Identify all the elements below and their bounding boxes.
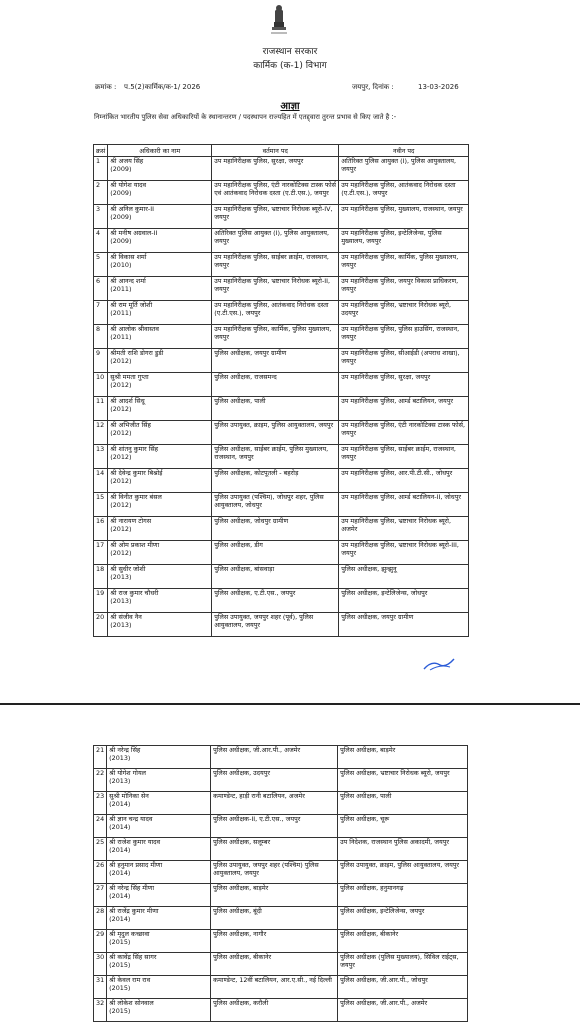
serial-cell: 29	[94, 930, 107, 953]
current-post-cell: पुलिस अधीक्षक, राजसमन्द	[212, 373, 339, 397]
current-post-cell: पुलिस अधीक्षक, बांसवाड़ा	[212, 565, 339, 589]
current-post-cell: पुलिस अधीक्षक, नागौर	[211, 930, 338, 953]
current-post-cell: पुलिस अधीक्षक, ए.टी.एस., जयपुर	[212, 589, 339, 613]
serial-cell: 10	[94, 373, 108, 397]
signature-mark	[420, 656, 460, 672]
table-row	[94, 229, 469, 253]
table-row	[94, 493, 469, 517]
transfer-table-page-1	[93, 144, 469, 637]
new-post-cell: पुलिस अधीक्षक, इन्टेलिजेन्स, जयपुर	[338, 907, 468, 930]
new-post-cell: उप महानिरीक्षक पुलिस, भ्रष्टाचार निरोधक ब्यूरो, उदयपुर	[339, 301, 469, 325]
new-post-cell: उप महानिरीक्षक पुलिस, साईबर क्राईम, राजस्थान, जयपुर	[339, 445, 469, 469]
officer-name-cell: श्री ओम प्रकाश मीणा (2012)	[108, 541, 212, 565]
table-row	[94, 815, 468, 838]
col-header-serial: क्रसं	[94, 145, 108, 157]
table-row	[94, 325, 469, 349]
order-date: 13-03-2026	[418, 83, 459, 91]
serial-cell: 30	[94, 953, 107, 976]
officer-name-cell: श्री योगेश गोयल (2013)	[107, 769, 211, 792]
table-row	[94, 930, 468, 953]
col-header-name: अधिकारी का नाम	[108, 145, 212, 157]
table-row	[94, 349, 469, 373]
officer-name-cell: श्री हनुमान प्रसाद मीणा (2014)	[107, 861, 211, 884]
serial-cell: 7	[94, 301, 108, 325]
serial-cell: 11	[94, 397, 108, 421]
table-row	[94, 589, 469, 613]
current-post-cell: पुलिस अधीक्षक, जी.आर.पी., अजमेर	[211, 746, 338, 769]
col-header-new-post: नवीन पद	[339, 145, 469, 157]
serial-cell: 25	[94, 838, 107, 861]
transfer-table-page-2	[93, 745, 468, 1022]
current-post-cell: पुलिस उपायुक्त, क्राइम, पुलिस आयुक्तालय, जयपुर	[212, 421, 339, 445]
new-post-cell: उप महानिरीक्षक पुलिस, आतंकवाद निरोधक दस्ता (ए.टी.एस.), जयपुर	[339, 181, 469, 205]
new-post-cell: उप निदेशक, राजस्थान पुलिस अकादमी, जयपुर	[338, 838, 468, 861]
officer-name-cell: सुश्री मोनिका सेन (2014)	[107, 792, 211, 815]
new-post-cell: पुलिस अधीक्षक, चूरू	[338, 815, 468, 838]
new-post-cell: उप महानिरीक्षक पुलिस, पुलिस हाउसिंग, राजस्थान, जयपुर	[339, 325, 469, 349]
new-post-cell: पुलिस अधीक्षक, पाली	[338, 792, 468, 815]
table-row	[94, 205, 469, 229]
serial-cell: 28	[94, 907, 107, 930]
current-post-cell: अतिरिक्त पुलिस आयुक्त (I), पुलिस आयुक्तालय, जयपुर	[212, 229, 339, 253]
order-title: आज्ञा	[280, 101, 300, 112]
officer-name-cell: श्री संजीव नैन (2013)	[108, 613, 212, 637]
new-post-cell: पुलिस उपायुक्त, क्राइम, पुलिस आयुक्तालय, जयपुर	[338, 861, 468, 884]
serial-cell: 21	[94, 746, 107, 769]
new-post-cell: अतिरिक्त पुलिस आयुक्त (I), पुलिस आयुक्तालय, जयपुर	[339, 157, 469, 181]
officer-name-cell: श्री शांतनु कुमार सिंह (2012)	[108, 445, 212, 469]
serial-cell: 31	[94, 976, 107, 999]
serial-cell: 12	[94, 421, 108, 445]
current-post-cell: उप महानिरीक्षक पुलिस, साईबर क्राईम, राजस्थान, जयपुर	[212, 253, 339, 277]
new-post-cell: पुलिस अधीक्षक, झुन्झुनू	[339, 565, 469, 589]
serial-cell: 19	[94, 589, 108, 613]
serial-cell: 3	[94, 205, 108, 229]
current-post-cell: पुलिस अधीक्षक-II, ए.टी.एस., जयपुर	[211, 815, 338, 838]
table-row	[94, 613, 469, 637]
government-name: राजस्थान सरकार	[262, 47, 318, 57]
officer-name-cell: श्री राजेंद्र कुमार मीणा (2014)	[107, 907, 211, 930]
officer-name-cell: श्री नारायण टोगस (2012)	[108, 517, 212, 541]
table-row	[94, 301, 469, 325]
current-post-cell: कमाण्डेन्ट, हाड़ी रानी बटालियन, अजमेर	[211, 792, 338, 815]
table-row	[94, 253, 469, 277]
new-post-cell: उप महानिरीक्षक पुलिस, भ्रष्टाचार निरोधक ब्यूरो-III, जयपुर	[339, 541, 469, 565]
officer-name-cell: श्री सुधीर जोशी (2013)	[108, 565, 212, 589]
table-row	[94, 397, 469, 421]
current-post-cell: पुलिस अधीक्षक, सलूम्बर	[211, 838, 338, 861]
serial-cell: 2	[94, 181, 108, 205]
current-post-cell: पुलिस उपायुक्त, जयपुर शहर (पूर्व), पुलिस आयुक्तालय, जयपुर	[212, 613, 339, 637]
serial-cell: 5	[94, 253, 108, 277]
new-post-cell: पुलिस अधीक्षक, जयपुर ग्रामीण	[339, 613, 469, 637]
table-row	[94, 746, 468, 769]
serial-cell: 24	[94, 815, 107, 838]
officer-name-cell: श्री मृदुल कच्छावा (2015)	[107, 930, 211, 953]
serial-cell: 1	[94, 157, 108, 181]
serial-cell: 17	[94, 541, 108, 565]
current-post-cell: पुलिस अधीक्षक, जयपुर ग्रामीण	[212, 349, 339, 373]
current-post-cell: पुलिस अधीक्षक, बूंदी	[211, 907, 338, 930]
state-emblem-icon	[266, 2, 292, 36]
officer-name-cell: श्री केवल राम राव (2015)	[107, 976, 211, 999]
serial-cell: 9	[94, 349, 108, 373]
new-post-cell: उप महानिरीक्षक पुलिस, आर्म्ड बटालियन, जयपुर	[339, 397, 469, 421]
table-row	[94, 157, 469, 181]
current-post-cell: पुलिस उपायुक्त, जयपुर शहर (पश्चिम) पुलिस आयुक्तालय, जयपुर	[211, 861, 338, 884]
new-post-cell: पुलिस अधीक्षक, बाड़मेर	[338, 746, 468, 769]
current-post-cell: उप महानिरीक्षक पुलिस, कार्मिक, पुलिस मुख्यालय, जयपुर	[212, 325, 339, 349]
officer-name-cell: श्री ज्ञान चन्द्र यादव (2014)	[107, 815, 211, 838]
serial-cell: 16	[94, 517, 108, 541]
new-post-cell: पुलिस अधीक्षक, भ्रष्टाचार निरोधक ब्यूरो, जयपुर	[338, 769, 468, 792]
officer-name-cell: श्री आदर्श सिधू (2012)	[108, 397, 212, 421]
officer-name-cell: श्री नरेन्द्र सिंह मीणा (2014)	[107, 884, 211, 907]
col-header-current-post: वर्तमान पद	[212, 145, 339, 157]
new-post-cell: उप महानिरीक्षक पुलिस, जयपुर विकास प्राधिकरण, जयपुर	[339, 277, 469, 301]
serial-cell: 13	[94, 445, 108, 469]
current-post-cell: उप महानिरीक्षक पुलिस, भ्रष्टाचार निरोधक ब्यूरो-IV, जयपुर	[212, 205, 339, 229]
new-post-cell: उप महानिरीक्षक पुलिस, भ्रष्टाचार निरोधक ब्यूरो, अजमेर	[339, 517, 469, 541]
new-post-cell: उप महानिरीक्षक पुलिस, आर्म्ड बटालियन-II, जोधपुर	[339, 493, 469, 517]
new-post-cell: पुलिस अधीक्षक, जी.आर.पी., अजमेर	[338, 999, 468, 1022]
current-post-cell: उप महानिरीक्षक पुलिस, आतंकवाद निरोधक दस्ता (ए.टी.एस.), जयपुर	[212, 301, 339, 325]
table-row	[94, 953, 468, 976]
serial-cell: 14	[94, 469, 108, 493]
officer-name-cell: श्री विनीत कुमार बंसल (2012)	[108, 493, 212, 517]
table-row	[94, 181, 469, 205]
table-row	[94, 792, 468, 815]
new-post-cell: पुलिस अधीक्षक, इन्टेलिजेन्स, जोधपुर	[339, 589, 469, 613]
new-post-cell: उप महानिरीक्षक पुलिस, एंटी नारकोटिक्स टास्क फोर्स, जयपुर	[339, 421, 469, 445]
serial-cell: 20	[94, 613, 108, 637]
officer-name-cell: सुश्री ममता गुप्ता (2012)	[108, 373, 212, 397]
current-post-cell: पुलिस अधीक्षक, उदयपुर	[211, 769, 338, 792]
current-post-cell: कमाण्डेन्ट, 12वीं बटालियन, आर.ए.सी., नई दिल्ली	[211, 976, 338, 999]
officer-name-cell: श्री मनीष अग्रवाल-II (2009)	[108, 229, 212, 253]
officer-name-cell: श्री योगेश यादव (2009)	[108, 181, 212, 205]
serial-cell: 6	[94, 277, 108, 301]
officer-name-cell: श्री आलोक श्रीवास्तव (2011)	[108, 325, 212, 349]
officer-name-cell: श्री आनन्द शर्मा (2011)	[108, 277, 212, 301]
officer-name-cell: श्री राजेश कुमार यादव (2014)	[107, 838, 211, 861]
order-number-label: क्रमांक :	[95, 83, 117, 91]
serial-cell: 32	[94, 999, 107, 1022]
officer-name-cell: श्री नरेन्द्र सिंह (2013)	[107, 746, 211, 769]
officer-name-cell: श्री लोकेश सोनवाल (2015)	[107, 999, 211, 1022]
new-post-cell: पुलिस अधीक्षक, हनुमानगढ़	[338, 884, 468, 907]
current-post-cell: उप महानिरीक्षक पुलिस, सुरक्षा, जयपुर	[212, 157, 339, 181]
new-post-cell: उप महानिरीक्षक पुलिस, मुख्यालय, राजस्थान, जयपुर	[339, 205, 469, 229]
table-row	[94, 517, 469, 541]
officer-name-cell: श्री विकास शर्मा (2010)	[108, 253, 212, 277]
current-post-cell: उप महानिरीक्षक पुलिस, एंटी नारकोटिक्स टास्क फोर्स एवं आतंकवाद निरोधक दस्ता (ए.टी.एस.), जयपुर	[212, 181, 339, 205]
new-post-cell: उप महानिरीक्षक पुलिस, आर.पी.टी.सी., जोधपुर	[339, 469, 469, 493]
current-post-cell: पुलिस अधीक्षक, कोटपूतली - बहरोड़	[212, 469, 339, 493]
table-row	[94, 565, 469, 589]
current-post-cell: पुलिस अधीक्षक, बीकानेर	[211, 953, 338, 976]
serial-cell: 27	[94, 884, 107, 907]
officer-name-cell: श्रीमती राशि डोगरा डुडी (2012)	[108, 349, 212, 373]
table-row	[94, 976, 468, 999]
officer-name-cell: श्री कावेंद्र सिंह सागर (2015)	[107, 953, 211, 976]
table-row	[94, 469, 469, 493]
serial-cell: 15	[94, 493, 108, 517]
officer-name-cell: श्री राज कुमार चौधरी (2013)	[108, 589, 212, 613]
table-row	[94, 445, 469, 469]
serial-cell: 23	[94, 792, 107, 815]
serial-cell: 26	[94, 861, 107, 884]
current-post-cell: उप महानिरीक्षक पुलिस, भ्रष्टाचार निरोधक ब्यूरो-II, जयपुर	[212, 277, 339, 301]
current-post-cell: पुलिस अधीक्षक, पाली	[212, 397, 339, 421]
current-post-cell: पुलिस अधीक्षक, साईबर क्राईम, पुलिस मुख्यालय, राजस्थान, जयपुर	[212, 445, 339, 469]
officer-name-cell: श्री अजय सिंह (2009)	[108, 157, 212, 181]
new-post-cell: उप महानिरीक्षक पुलिस, कार्मिक, पुलिस मुख्यालय, जयपुर	[339, 253, 469, 277]
officer-name-cell: श्री अनिल कुमार-II (2009)	[108, 205, 212, 229]
table-row	[94, 861, 468, 884]
officer-name-cell: श्री राम मूर्ति जोशी (2011)	[108, 301, 212, 325]
new-post-cell: पुलिस अधीक्षक, जी.आर.पी., जोधपुर	[338, 976, 468, 999]
document-page-2	[0, 711, 580, 1024]
current-post-cell: पुलिस अधीक्षक, जोधपुर ग्रामीण	[212, 517, 339, 541]
new-post-cell: पुलिस अधीक्षक, बीकानेर	[338, 930, 468, 953]
table-row	[94, 838, 468, 861]
new-post-cell: उप महानिरीक्षक पुलिस, सुरक्षा, जयपुर	[339, 373, 469, 397]
serial-cell: 22	[94, 769, 107, 792]
table-row	[94, 769, 468, 792]
new-post-cell: उप महानिरीक्षक पुलिस, सीआईडी (अपराध शाखा), जयपुर	[339, 349, 469, 373]
new-post-cell: पुलिस अधीक्षक (पुलिस मुख्यालय), सिविल राईट्स, जयपुर	[338, 953, 468, 976]
table-row	[94, 541, 469, 565]
officer-name-cell: श्री अभिजीत सिंह (2012)	[108, 421, 212, 445]
order-number: प.5(2)कार्मिक/क-1/ 2026	[124, 83, 201, 91]
new-post-cell: उप महानिरीक्षक पुलिस, इन्टेलिजेन्स, पुलिस मुख्यालय, जयपुर	[339, 229, 469, 253]
serial-cell: 18	[94, 565, 108, 589]
serial-cell: 4	[94, 229, 108, 253]
order-intro: निम्नांकित भारतीय पुलिस सेवा अधिकारियों के स्थानान्तरण / पदस्थापन राज्यहित में एतद्द्वारा तुरन्त प्रभाव से किए जाते है :-	[94, 113, 397, 121]
table-header-row	[94, 145, 469, 157]
table-row	[94, 421, 469, 445]
current-post-cell: पुलिस उपायुक्त (पश्चिम), जोधपुर शहर, पुलिस आयुक्तालय, जोधपुर	[212, 493, 339, 517]
table-row	[94, 277, 469, 301]
table-row	[94, 999, 468, 1022]
table-row	[94, 884, 468, 907]
place-date-label: जयपुर, दिनांक :	[352, 83, 394, 91]
officer-name-cell: श्री देवेन्द्र कुमार बिश्नोई (2012)	[108, 469, 212, 493]
current-post-cell: पुलिस अधीक्षक, करौली	[211, 999, 338, 1022]
current-post-cell: पुलिस अधीक्षक, डीग	[212, 541, 339, 565]
table-row	[94, 907, 468, 930]
current-post-cell: पुलिस अधीक्षक, बाड़मेर	[211, 884, 338, 907]
department-name: कार्मिक (क-1) विभाग	[253, 61, 327, 71]
serial-cell: 8	[94, 325, 108, 349]
table-row	[94, 373, 469, 397]
